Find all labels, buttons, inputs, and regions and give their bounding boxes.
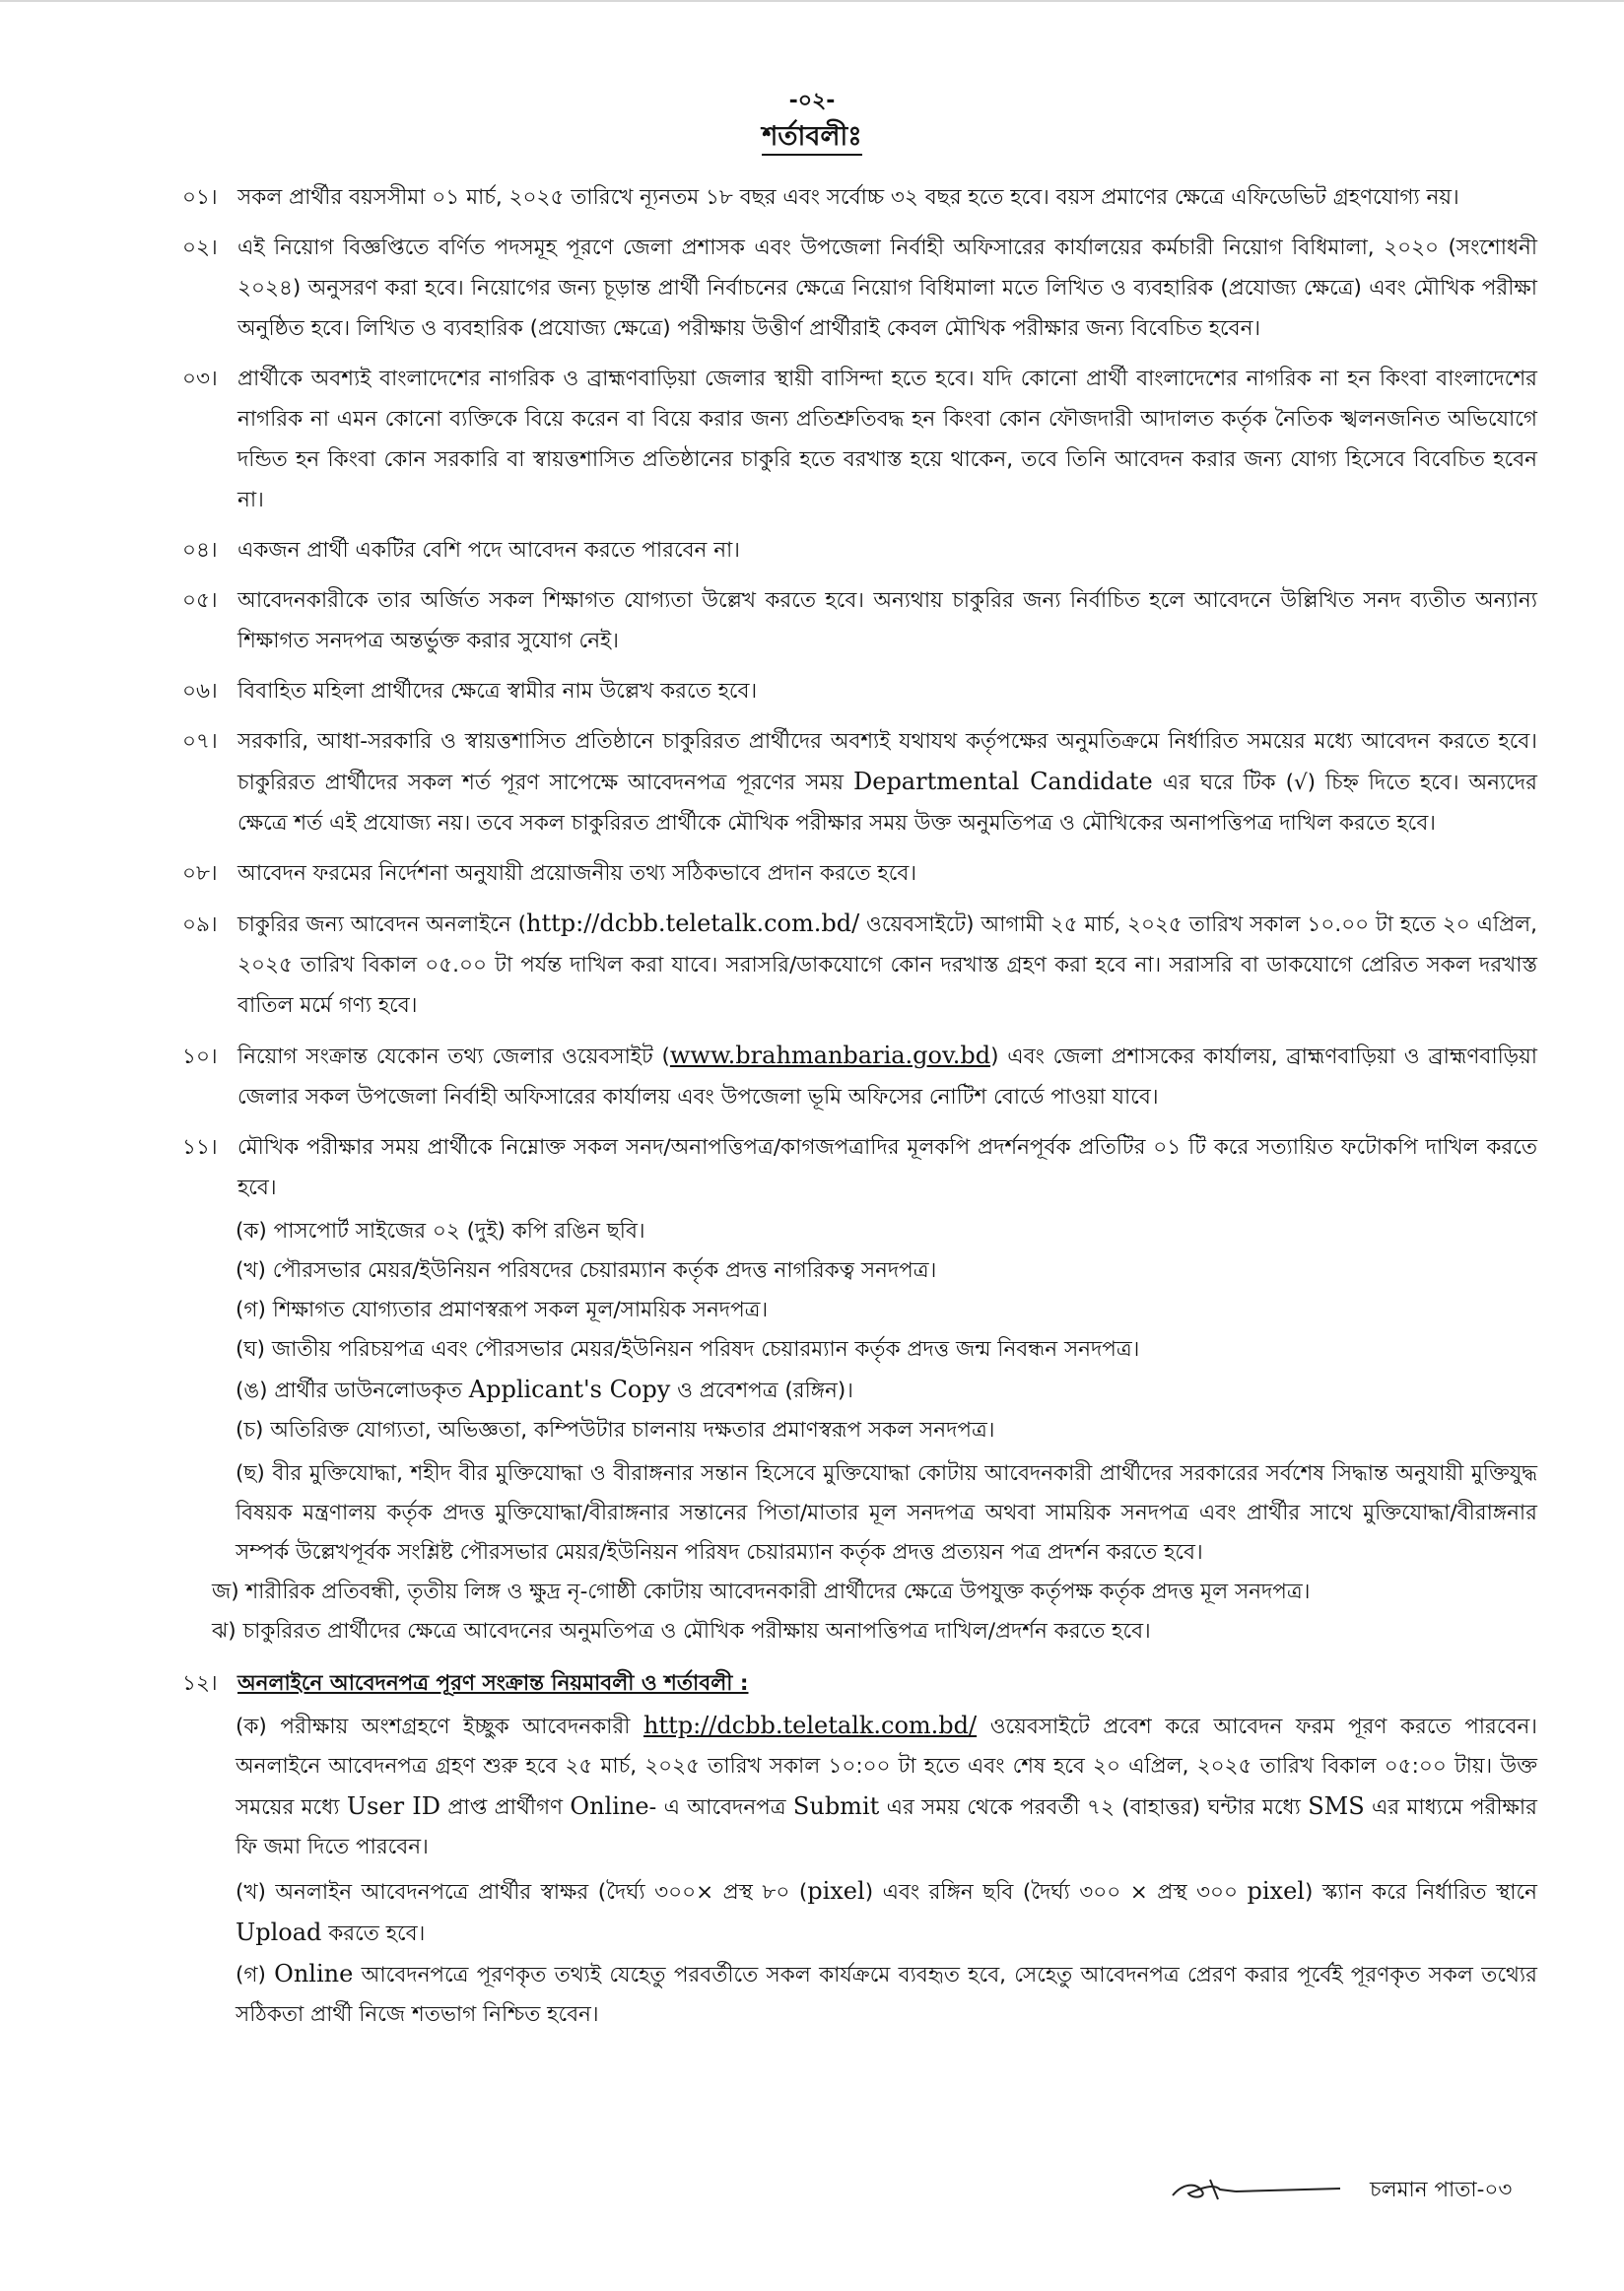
term-number: ০৯। <box>182 912 218 937</box>
term-12 <box>182 1663 1537 1704</box>
document-list-item: জ) শারীরিক প্রতিবন্ধী, তৃতীয় লিঙ্গ ও ক্ষুদ্র নৃ-গোষ্ঠী কোটায় আবেদনকারী প্রার্থীদের ক্ষেত্রে উপযুক্ত কর্তৃপক্ষ কর্তৃক প্রদত্ত মূল সনদপত্র। <box>212 1580 1311 1604</box>
term-number: ০৮। <box>182 861 218 886</box>
page-footer <box>1163 2170 1537 2209</box>
scan-edge <box>0 0 1624 2</box>
term-text: আবেদনকারীকে তার অর্জিত সকল শিক্ষাগত যোগ্যতা উল্লেখ করতে হবে। অন্যথায় চাকুরির জন্য নির্বাচিত হলে আবেদনে উল্লিখিত সনদ ব্যতীত অন্যান্য শিক্ষাগত সনদপত্র অন্তর্ভুক্ত করার সুযোগ নেই। <box>237 588 1537 653</box>
term-text-cont: এর ঘরে টিক (√) চিহ্ন দিতে হবে। অন্যদের ক্ষেত্রে শর্ত এই প্রযোজ্য নয়। তবে সকল চাকুরিরত প্রার্থীকে মৌখিক পরীক্ষার সময় উক্ত অনুমতিপত্র ও মৌখিকের অনাপত্তিপত্র দাখিল করতে হবে। <box>237 771 1537 836</box>
term-text: একজন প্রার্থী একটির বেশি পদে আবেদন করতে পারবেন না। <box>237 538 740 563</box>
page-number: -০২- <box>788 89 836 113</box>
pixel-label: pixel <box>1247 1877 1305 1905</box>
document-list-item: (চ) অতিরিক্ত যোগ্যতা, অভিজ্ঞতা, কম্পিউটার চালনায় দক্ষতার প্রমাণস্বরূপ সকল সনদপত্র। <box>236 1418 995 1443</box>
term-text-cont: ওয়েবসাইটে) আগামী ২৫ মার্চ, ২০২৫ তারিখ সকাল ১০.০০ টা হতে ২০ এপ্রিল, ২০২৫ তারিখ বিকাল ০৫.০০ টা পর্যন্ত দাখিল করা যাবে। সরাসরি/ডাকযোগে কোন দরখাস্ত গ্রহণ করা হবে না। সরাসরি বা ডাকযোগে প্রেরিত সকল দরখাস্ত বাতিল মর্মে গণ্য হবে। <box>237 912 1537 1018</box>
continued-page-label: চলমান পাতা-০৩ <box>1370 2178 1513 2202</box>
term-number: ০৩। <box>182 367 218 391</box>
term-07 <box>182 721 1537 843</box>
term-08 <box>182 853 1537 894</box>
heading-text: শর্তাবলীঃ <box>762 121 861 156</box>
term-11 <box>182 1127 1537 1208</box>
online-rule-b <box>236 1871 1537 1954</box>
term-09 <box>182 904 1537 1026</box>
term-12-title: অনলাইনে আবেদনপত্র পূরণ সংক্রান্ত নিয়মাবলী ও শর্তাবলী : <box>237 1671 749 1696</box>
rule-text: (খ) অনলাইন আবেদনপত্রে প্রার্থীর স্বাক্ষর (দৈর্ঘ্য ৩০০× প্রস্থ ৮০ ( <box>236 1880 808 1905</box>
terms-body <box>182 177 1537 2035</box>
application-website-link[interactable]: http://dcbb.teletalk.com.bd/ <box>526 910 860 937</box>
term-number: ১১। <box>182 1135 218 1160</box>
term-text: নিয়োগ সংক্রান্ত যেকোন তথ্য জেলার ওয়েবসাইট ( <box>237 1044 670 1069</box>
term-text: এই নিয়োগ বিজ্ঞপ্তিতে বর্ণিত পদসমূহ পূরণে জেলা প্রশাসক এবং উপজেলা নির্বাহী অফিসারের কার্যালয়ের কর্মচারী নিয়োগ বিধিমালা, ২০২০ (সংশোধনী ২০২৪) অনুসরণ করা হবে। নিয়োগের জন্য চূড়ান্ত প্রার্থী নির্বাচনের ক্ষেত্রে নিয়োগ বিধিমালা মতে লিখিত ও ব্যবহারিক (প্রযোজ্য ক্ষেত্রে) এবং মৌখিক পরীক্ষা অনুষ্ঠিত হবে। লিখিত ও ব্যবহারিক (প্রযোজ্য ক্ষেত্রে) পরীক্ষায় উত্তীর্ণ প্রার্থীরাই কেবল মৌখিক পরীক্ষার জন্য বিবেচিত হবেন। <box>237 236 1537 341</box>
applicants-copy-label: Applicant's Copy <box>468 1376 671 1403</box>
rule-text: এর মাধ্যমে পরীক্ষার ফি জমা দিতে পারবেন। <box>236 1795 1537 1859</box>
rule-text: প্রাপ্ত প্রার্থীগণ <box>440 1795 571 1820</box>
term-number: ০২। <box>182 236 218 260</box>
signature-mark <box>1163 2170 1360 2209</box>
rule-text: ) এবং রঙ্গিন ছবি (দৈর্ঘ্য ৩০০ × প্রস্থ ৩০০ <box>864 1880 1248 1905</box>
list-text: (ঙ) প্রার্থীর ডাউনলোডকৃত <box>236 1379 469 1403</box>
rule-text: (ক) পরীক্ষায় অংশগ্রহণে ইচ্ছুক আবেদনকারী <box>236 1715 643 1739</box>
sms-label: SMS <box>1308 1792 1365 1820</box>
term-06 <box>182 671 1537 711</box>
term-number: ০৭। <box>182 729 218 754</box>
term-text: সকল প্রার্থীর বয়সসীমা ০১ মার্চ, ২০২৫ তারিখে ন্যূনতম ১৮ বছর এবং সর্বোচ্চ ৩২ বছর হতে হবে। বয়স প্রমাণের ক্ষেত্রে এফিডেভিট গ্রহণযোগ্য নয়। <box>237 185 1459 210</box>
document-list-item: ঝ) চাকুরিরত প্রার্থীদের ক্ষেত্রে আবেদনের অনুমতিপত্র ও মৌখিক পরীক্ষায় অনাপত্তিপত্র দাখিল/প্রদর্শন করতে হবে। <box>212 1619 1151 1644</box>
term-04 <box>182 530 1537 571</box>
list-text-cont: ও প্রবেশপত্র (রঙ্গিন)। <box>670 1379 853 1403</box>
term-01 <box>182 177 1537 218</box>
term-text: প্রার্থীকে অবশ্যই বাংলাদেশের নাগরিক ও ব্রাহ্মণবাড়িয়া জেলার স্থায়ী বাসিন্দা হতে হবে। যদি কোনো প্রার্থী বাংলাদেশের নাগরিক না হন কিংবা বাংলাদেশের নাগরিক না এমন কোনো ব্যক্তিকে বিয়ে করেন বা বিয়ে করার জন্য প্রতিশ্রুতিবদ্ধ হন কিংবা কোন ফৌজদারী আদালত কর্তৃক নৈতিক স্খলনজনিত অভিযোগে দন্ডিত হন কিংবা কোন সরকারি বা স্বায়ত্তশাসিত প্রতিষ্ঠানের চাকুরি হতে বরখাস্ত হয়ে থাকেন, তবে তিনি আবেদন করার জন্য যোগ্য হিসেবে বিবেচিত হবেন না। <box>237 367 1537 512</box>
term-number: ০১। <box>182 185 218 210</box>
document-list-item: (গ) শিক্ষাগত যোগ্যতার প্রমাণস্বরূপ সকল মূল/সাময়িক সনদপত্র। <box>236 1298 769 1322</box>
rule-text: আবেদনপত্রে পূরণকৃত তথ্যই যেহেতু পরবর্তীতে সকল কার্যক্রমে ব্যবহৃত হবে, সেহেতু আবেদনপত্র প্রেরণ করার পূর্বেই পূরণকৃত সকল তথ্যের সঠিকতা প্রার্থী নিজে শতভাগ নিশ্চিত হবেন। <box>236 1963 1537 2027</box>
document-list-item: (ছ) বীর মুক্তিযোদ্ধা, শহীদ বীর মুক্তিযোদ্ধা ও বীরাঙ্গনার সন্তান হিসেবে মুক্তিযোদ্ধা কোটায় আবেদনকারী প্রার্থীদের সরকারের সর্বশেষ সিদ্ধান্ত অনুযায়ী মুক্তিযুদ্ধ বিষয়ক মন্ত্রণালয় কর্তৃক প্রদত্ত মুক্তিযোদ্ধা/বীরাঙ্গনার সন্তানের পিতা/মাতার মূল সনদপত্র অথবা সাময়িক সনদপত্র এবং প্রার্থীর সাথে মুক্তিযোদ্ধা/বীরাঙ্গনার সম্পর্ক উল্লেখপূর্বক সংশ্লিষ্ট পৌরসভার মেয়র/ইউনিয়ন পরিষদ চেয়ারম্যান কর্তৃক প্রদত্ত প্রত্যয়ন পত্র প্রদর্শন করতে হবে। <box>236 1461 1537 1565</box>
rule-text: - এ আবেদনপত্র <box>648 1795 793 1820</box>
term-number: ০৬। <box>182 679 218 704</box>
rule-text: (গ) <box>236 1963 275 1988</box>
term-text-cont: ) এবং জেলা প্রশাসকের কার্যালয়, ব্রাহ্মণবাড়িয়া ও ব্রাহ্মণবাড়িয়া জেলার সকল উপজেলা নির্বাহী অফিসারের কার্যালয় এবং উপজেলা ভূমি অফিসের নোটিশ বোর্ডে পাওয়া যাবে। <box>237 1044 1537 1110</box>
rule-text: এর সময় থেকে পরবর্তী ৭২ (বাহাত্তর) ঘন্টার মধ্যে <box>879 1795 1309 1820</box>
user-id-label: User ID <box>346 1792 440 1820</box>
teletalk-link[interactable]: http://dcbb.teletalk.com.bd/ <box>643 1712 978 1739</box>
submit-label: Submit <box>792 1792 880 1820</box>
online-label: Online <box>570 1792 649 1820</box>
rule-text: ওয়েবসাইটে প্রবেশ করে আবেদন ফরম পূরণ করতে পারবেন। অনলাইনে আবেদনপত্র গ্রহণ শুরু হবে ২৫ মার্চ, ২০২৫ তারিখ সকাল ১০:০০ টা হতে এবং শেষ হবে ২০ এপ্রিল, ২০২৫ তারিখ বিকাল ০৫:০০ টায়। উক্ত সময়ের মধ্যে <box>236 1715 1537 1820</box>
term-02 <box>182 228 1537 349</box>
online-rule-a <box>236 1706 1537 1867</box>
rule-text: ) স্ক্যান করে নির্ধারিত স্থানে <box>1304 1880 1538 1905</box>
document-list-item: (ঘ) জাতীয় পরিচয়পত্র এবং পৌরসভার মেয়র/ইউনিয়ন পরিষদ চেয়ারম্যান কর্তৃক প্রদত্ত জন্ম নিবন্ধন সনদপত্র। <box>236 1337 1140 1362</box>
page-heading <box>0 116 1624 161</box>
term-number: ০৫। <box>182 588 218 613</box>
district-website-link[interactable]: www.brahmanbaria.gov.bd <box>669 1042 991 1069</box>
term-text: মৌখিক পরীক্ষার সময় প্রার্থীকে নিম্নোক্ত সকল সনদ/অনাপত্তিপত্র/কাগজপত্রাদির মূলকপি প্রদর্শনপূর্বক প্রতিটির ০১ টি করে সত্যায়িত ফটোকপি দাখিল করতে হবে। <box>237 1135 1537 1200</box>
document-list-item: (ক) পাসপোর্ট সাইজের ০২ (দুই) কপি রঙিন ছবি। <box>236 1219 645 1244</box>
online-rule-c <box>236 1954 1537 2035</box>
term-text: সরকারি, আধা-সরকারি ও স্বায়ত্তশাসিত প্রতিষ্ঠানে চাকুরিরত প্রার্থীদের অবশ্যই যথাযথ কর্তৃপক্ষের অনুমতিক্রমে নির্ধারিত সময়ের মধ্যে আবেদন করতে হবে। চাকুরিরত প্রার্থীদের সকল শর্ত পূরণ সাপেক্ষে আবেদনপত্র পূরণের সময় <box>237 729 1537 795</box>
term-number: ১২। <box>182 1671 218 1696</box>
upload-label: Upload <box>236 1919 322 1946</box>
document-list-item: (খ) পৌরসভার মেয়র/ইউনিয়ন পরিষদের চেয়ারম্যান কর্তৃক প্রদত্ত নাগরিকত্ব সনদপত্র। <box>236 1258 937 1283</box>
online-label: Online <box>274 1960 354 1988</box>
term-05 <box>182 580 1537 661</box>
term-03 <box>182 359 1537 520</box>
term-text: চাকুরির জন্য আবেদন অনলাইনে ( <box>237 912 527 937</box>
rule-text: করতে হবে। <box>321 1921 426 1946</box>
term-text: আবেদন ফরমের নির্দেশনা অনুযায়ী প্রয়োজনীয় তথ্য সঠিকভাবে প্রদান করতে হবে। <box>237 861 917 886</box>
document-list-item <box>236 1370 1537 1411</box>
pixel-label: pixel <box>807 1877 865 1905</box>
term-10 <box>182 1036 1537 1117</box>
term-text: বিবাহিত মহিলা প্রার্থীদের ক্ষেত্রে স্বামীর নাম উল্লেখ করতে হবে। <box>237 679 758 704</box>
term-number: ০৪। <box>182 538 218 563</box>
term-number: ১০। <box>182 1044 218 1069</box>
departmental-candidate-label: Departmental Candidate <box>853 768 1153 795</box>
